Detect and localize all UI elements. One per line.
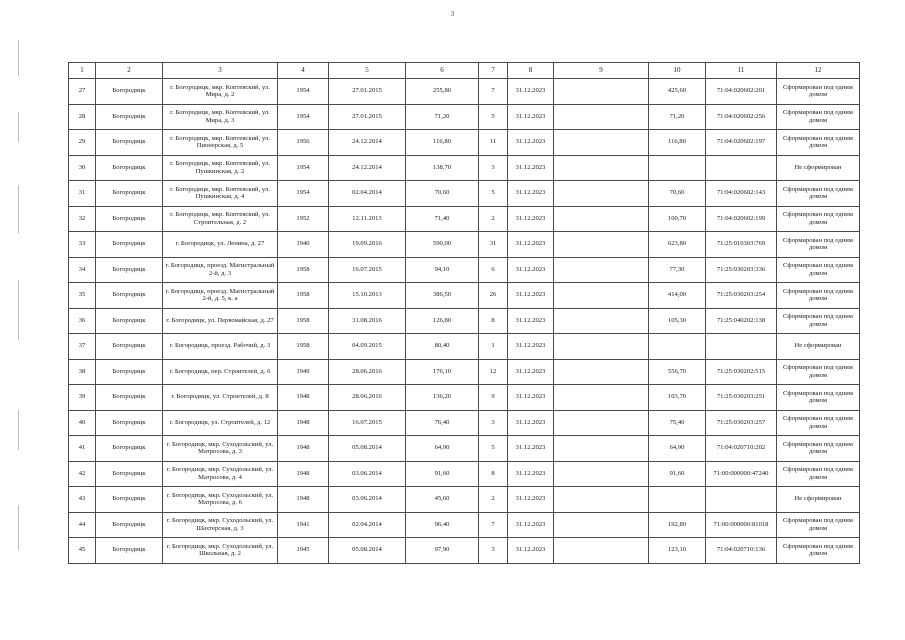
- table-cell: 1952: [278, 206, 329, 232]
- table-cell: Богородицк: [96, 104, 163, 130]
- table-cell: 31.12.2023: [508, 206, 554, 232]
- table-cell: 192,80: [649, 512, 706, 538]
- table-cell: 71:04:020710:136: [706, 538, 777, 564]
- margin-mark: [18, 185, 19, 233]
- table-cell: 31.12.2023: [508, 538, 554, 564]
- table-cell: 94,10: [406, 257, 479, 283]
- table-cell: г. Богородицк, мкр. Суходольский, ул. Матросова, д. 6: [163, 487, 278, 513]
- table-cell: 44: [69, 512, 96, 538]
- table-cell: Сформирован под одним домом: [777, 461, 860, 487]
- table-row: [69, 512, 860, 538]
- table-cell: 123,10: [649, 538, 706, 564]
- table-cell: Сформирован под одним домом: [777, 385, 860, 411]
- table-cell: Богородицк: [96, 359, 163, 385]
- table-cell: г. Богородицк, проезд. Магистральный 2-й, д. 5, к. а: [163, 283, 278, 309]
- table-cell: 28.06.2016: [329, 385, 406, 411]
- table-cell: 36: [69, 308, 96, 334]
- table-cell: 31.12.2023: [508, 308, 554, 334]
- table-cell: [554, 181, 649, 207]
- table-cell: [554, 283, 649, 309]
- table-cell: г. Богородицк, ул. Первомайская, д. 27: [163, 308, 278, 334]
- table-cell: [649, 487, 706, 513]
- table-cell: 31.12.2023: [508, 155, 554, 181]
- table-cell: Богородицк: [96, 410, 163, 436]
- table-cell: 43: [69, 487, 96, 513]
- table-cell: 05.08.2014: [329, 538, 406, 564]
- table-cell: г. Богородицк, мкр. Суходольский, ул. Шахтерская, д. 3: [163, 512, 278, 538]
- registry-table: [68, 62, 860, 564]
- table-cell: 1940: [278, 232, 329, 258]
- table-cell: 31.12.2023: [508, 283, 554, 309]
- table-cell: 31.12.2023: [508, 130, 554, 156]
- table-cell: 1958: [278, 283, 329, 309]
- table-cell: 24.12.2014: [329, 130, 406, 156]
- header-cell: 7: [479, 63, 508, 79]
- table-cell: 136,20: [406, 385, 479, 411]
- table-cell: Богородицк: [96, 130, 163, 156]
- table-cell: 31.12.2023: [508, 334, 554, 360]
- table-row: [69, 155, 860, 181]
- table-cell: 31.12.2023: [508, 385, 554, 411]
- table-cell: [706, 334, 777, 360]
- table-cell: 97,90: [406, 538, 479, 564]
- header-cell: 1: [69, 63, 96, 79]
- table-cell: 31.12.2023: [508, 410, 554, 436]
- table-cell: [554, 155, 649, 181]
- table-cell: 623,80: [649, 232, 706, 258]
- margin-mark: [18, 112, 19, 142]
- table-cell: 33: [69, 232, 96, 258]
- table-cell: 19.09.2016: [329, 232, 406, 258]
- table-cell: 41: [69, 436, 96, 462]
- table-cell: 32: [69, 206, 96, 232]
- table-cell: [706, 155, 777, 181]
- table-cell: 5: [479, 104, 508, 130]
- table-header: [69, 63, 860, 79]
- table-cell: Сформирован под одним домом: [777, 283, 860, 309]
- table-cell: 7: [479, 79, 508, 105]
- header-cell: 3: [163, 63, 278, 79]
- table-cell: 35: [69, 283, 96, 309]
- table-cell: 71,20: [406, 104, 479, 130]
- table-cell: 71:25:030203:251: [706, 385, 777, 411]
- table-cell: г. Богородицк, проезд. Магистральный 2-й, д. 3: [163, 257, 278, 283]
- table-cell: Сформирован под одним домом: [777, 232, 860, 258]
- table-cell: 1958: [278, 334, 329, 360]
- table-cell: 71:04:020602:197: [706, 130, 777, 156]
- table-cell: 31.12.2023: [508, 232, 554, 258]
- table-cell: Сформирован под одним домом: [777, 436, 860, 462]
- table-row: [69, 308, 860, 334]
- table-cell: 31.12.2023: [508, 79, 554, 105]
- table-cell: г. Богородицк, ул. Ленина, д. 27: [163, 232, 278, 258]
- table-cell: 1948: [278, 436, 329, 462]
- table-cell: 425,60: [649, 79, 706, 105]
- table-cell: Богородицк: [96, 79, 163, 105]
- table-cell: 414,00: [649, 283, 706, 309]
- table-cell: Не сформирован: [777, 487, 860, 513]
- table-cell: 71:04:020602:199: [706, 206, 777, 232]
- table-cell: 556,70: [649, 359, 706, 385]
- table-cell: 12: [479, 359, 508, 385]
- table-cell: 8: [479, 308, 508, 334]
- table-cell: 6: [479, 257, 508, 283]
- table-row: [69, 79, 860, 105]
- table-cell: 31.12.2023: [508, 181, 554, 207]
- table-cell: г. Богородицк, мкр. Коптевский, ул. Пушкинская, д. 2: [163, 155, 278, 181]
- table-cell: 31.12.2023: [508, 257, 554, 283]
- table-cell: [554, 232, 649, 258]
- table-cell: г. Богородицк, ул. Строителей, д. 8: [163, 385, 278, 411]
- table-cell: Богородицк: [96, 257, 163, 283]
- table-cell: 71:25:010303:769: [706, 232, 777, 258]
- table-cell: 1948: [278, 461, 329, 487]
- table-cell: 45,60: [406, 487, 479, 513]
- table-cell: [554, 308, 649, 334]
- table-cell: 3: [479, 538, 508, 564]
- margin-mark: [18, 280, 19, 340]
- table-cell: 11: [479, 130, 508, 156]
- table-cell: 03.06.2014: [329, 487, 406, 513]
- table-cell: г. Богородицк, мкр. Коптевский, ул. Строительная, д. 2: [163, 206, 278, 232]
- table-cell: Сформирован под одним домом: [777, 308, 860, 334]
- table-cell: 64,90: [649, 436, 706, 462]
- table-cell: 70,60: [649, 181, 706, 207]
- table-cell: 71:25:030202:515: [706, 359, 777, 385]
- table-cell: 45: [69, 538, 96, 564]
- table-cell: Богородицк: [96, 334, 163, 360]
- table-cell: г. Богородицк, пер. Строителей, д. 6: [163, 359, 278, 385]
- table-cell: 37: [69, 334, 96, 360]
- table-cell: Богородицк: [96, 206, 163, 232]
- table-row: [69, 232, 860, 258]
- header-row: [69, 63, 860, 79]
- table-cell: Сформирован под одним домом: [777, 538, 860, 564]
- table-cell: 103,70: [649, 385, 706, 411]
- table-cell: 116,80: [406, 130, 479, 156]
- table-cell: 3: [479, 155, 508, 181]
- table-cell: 71:04:020602:256: [706, 104, 777, 130]
- table-cell: 91,60: [649, 461, 706, 487]
- table-cell: 76,40: [406, 410, 479, 436]
- table-row: [69, 283, 860, 309]
- table-cell: 100,70: [649, 206, 706, 232]
- table-row: [69, 257, 860, 283]
- table-cell: [554, 512, 649, 538]
- margin-mark: [18, 505, 19, 550]
- page-number: 3: [450, 10, 455, 18]
- table-cell: [649, 334, 706, 360]
- table-cell: Богородицк: [96, 512, 163, 538]
- table-cell: 1949: [278, 359, 329, 385]
- table-cell: г. Богородицк, мкр. Коптевский, ул. Пушкинская, д. 4: [163, 181, 278, 207]
- table-cell: Сформирован под одним домом: [777, 257, 860, 283]
- table-cell: 31.12.2023: [508, 104, 554, 130]
- table-cell: Богородицк: [96, 487, 163, 513]
- header-cell: 9: [554, 63, 649, 79]
- table-cell: Не сформирован: [777, 334, 860, 360]
- table-cell: г. Богородицк, мкр. Коптевский, ул. Пионерская, д. 5: [163, 130, 278, 156]
- table-row: [69, 487, 860, 513]
- table-row: [69, 538, 860, 564]
- table-cell: 39: [69, 385, 96, 411]
- table-cell: [554, 385, 649, 411]
- table-cell: 71:00:000000:81018: [706, 512, 777, 538]
- header-cell: 8: [508, 63, 554, 79]
- table-cell: 176,10: [406, 359, 479, 385]
- table-cell: 2: [479, 487, 508, 513]
- table-row: [69, 206, 860, 232]
- table-cell: [554, 538, 649, 564]
- table-cell: Сформирован под одним домом: [777, 104, 860, 130]
- table-cell: [554, 461, 649, 487]
- table-row: [69, 410, 860, 436]
- table-row: [69, 385, 860, 411]
- table-cell: [706, 487, 777, 513]
- table-cell: 1954: [278, 79, 329, 105]
- table-cell: 38: [69, 359, 96, 385]
- table-cell: 75,40: [649, 410, 706, 436]
- table-cell: 31.12.2023: [508, 461, 554, 487]
- table-cell: 1941: [278, 512, 329, 538]
- table-cell: 71:00:000000:47240: [706, 461, 777, 487]
- table-cell: 1948: [278, 385, 329, 411]
- table-cell: 27.01.2015: [329, 104, 406, 130]
- table-cell: Богородицк: [96, 155, 163, 181]
- table-cell: 71,40: [406, 206, 479, 232]
- table-cell: 116,80: [649, 130, 706, 156]
- table-cell: Сформирован под одним домом: [777, 512, 860, 538]
- table-cell: 28: [69, 104, 96, 130]
- table-cell: 105,30: [649, 308, 706, 334]
- table-cell: 2: [479, 206, 508, 232]
- table-cell: 1958: [278, 257, 329, 283]
- table-cell: 42: [69, 461, 96, 487]
- table-cell: 1954: [278, 104, 329, 130]
- table-cell: г. Богородицк, мкр. Коптевский, ул. Мира, д. 3: [163, 104, 278, 130]
- table-cell: 71,20: [649, 104, 706, 130]
- table-cell: 7: [479, 512, 508, 538]
- table-cell: [554, 487, 649, 513]
- table-cell: 71:25:030203:257: [706, 410, 777, 436]
- table-cell: 71:04:020710:202: [706, 436, 777, 462]
- table-cell: 70,60: [406, 181, 479, 207]
- table-cell: 27: [69, 79, 96, 105]
- table-row: [69, 436, 860, 462]
- table-cell: 31.08.2016: [329, 308, 406, 334]
- table-cell: 02.04.2014: [329, 181, 406, 207]
- table-cell: Богородицк: [96, 436, 163, 462]
- header-cell: 12: [777, 63, 860, 79]
- table-cell: 1958: [278, 308, 329, 334]
- table-cell: 04.09.2015: [329, 334, 406, 360]
- table-row: [69, 359, 860, 385]
- table-cell: г. Богородицк, мкр. Коптевский, ул. Мира, д. 2: [163, 79, 278, 105]
- table-cell: 16.07.2015: [329, 257, 406, 283]
- margin-mark: [18, 410, 19, 450]
- table-cell: [554, 104, 649, 130]
- table-cell: 71:25:030203:254: [706, 283, 777, 309]
- table-cell: 24.12.2014: [329, 155, 406, 181]
- table-cell: Сформирован под одним домом: [777, 79, 860, 105]
- table-cell: [649, 155, 706, 181]
- table-cell: Сформирован под одним домом: [777, 181, 860, 207]
- table-cell: 30: [69, 155, 96, 181]
- table-cell: 80,40: [406, 334, 479, 360]
- table-cell: Сформирован под одним домом: [777, 359, 860, 385]
- table-cell: Богородицк: [96, 283, 163, 309]
- header-cell: 11: [706, 63, 777, 79]
- table-cell: Богородицк: [96, 538, 163, 564]
- table-cell: 1948: [278, 487, 329, 513]
- margin-mark: [18, 40, 19, 76]
- table-cell: 9: [479, 385, 508, 411]
- table-cell: Богородицк: [96, 181, 163, 207]
- table-cell: 02.04.2014: [329, 512, 406, 538]
- table-cell: 05.08.2014: [329, 436, 406, 462]
- table-cell: 31: [69, 181, 96, 207]
- table-cell: 91,60: [406, 461, 479, 487]
- header-cell: 5: [329, 63, 406, 79]
- table-cell: 31: [479, 232, 508, 258]
- table-cell: 12.11.2013: [329, 206, 406, 232]
- table-cell: [554, 257, 649, 283]
- table-cell: 03.06.2014: [329, 461, 406, 487]
- table-cell: [554, 359, 649, 385]
- table-cell: 96,40: [406, 512, 479, 538]
- table-cell: 16.07.2015: [329, 410, 406, 436]
- table-cell: Сформирован под одним домом: [777, 130, 860, 156]
- table-cell: 255,80: [406, 79, 479, 105]
- header-cell: 2: [96, 63, 163, 79]
- table-cell: 126,80: [406, 308, 479, 334]
- table-cell: г. Богородицк, мкр. Суходольский, ул. Матросова, д. 3: [163, 436, 278, 462]
- table-row: [69, 461, 860, 487]
- table-cell: 71:25:040202:138: [706, 308, 777, 334]
- table-cell: 590,00: [406, 232, 479, 258]
- table-cell: 5: [479, 181, 508, 207]
- table-cell: 15.10.2013: [329, 283, 406, 309]
- table-row: [69, 181, 860, 207]
- header-cell: 10: [649, 63, 706, 79]
- table-cell: Богородицк: [96, 308, 163, 334]
- table-cell: 31.12.2023: [508, 436, 554, 462]
- table-row: [69, 104, 860, 130]
- table-cell: 1956: [278, 130, 329, 156]
- table-cell: 1954: [278, 155, 329, 181]
- table-cell: [554, 436, 649, 462]
- table-cell: 71:04:020602:143: [706, 181, 777, 207]
- table-cell: [554, 410, 649, 436]
- table-row: [69, 334, 860, 360]
- table-cell: 64,90: [406, 436, 479, 462]
- table-cell: 5: [479, 436, 508, 462]
- table-cell: [554, 79, 649, 105]
- table-cell: 27.01.2015: [329, 79, 406, 105]
- table-cell: 1948: [278, 410, 329, 436]
- table-cell: г. Богородицк, ул. Строителей, д. 12: [163, 410, 278, 436]
- table-cell: 386,50: [406, 283, 479, 309]
- table-cell: Сформирован под одним домом: [777, 410, 860, 436]
- table-cell: г. Богородицк, мкр. Суходольский, ул. Матросова, д. 4: [163, 461, 278, 487]
- table-cell: 40: [69, 410, 96, 436]
- table-cell: 3: [479, 410, 508, 436]
- table-cell: Не сформирован: [777, 155, 860, 181]
- table-cell: Богородицк: [96, 385, 163, 411]
- table-cell: 1: [479, 334, 508, 360]
- table-cell: 8: [479, 461, 508, 487]
- table-cell: 71:25:030203:336: [706, 257, 777, 283]
- table-cell: [554, 206, 649, 232]
- table-cell: 138,70: [406, 155, 479, 181]
- table-cell: г. Богородицк, мкр. Суходольский, ул. Школьная, д. 2: [163, 538, 278, 564]
- table-cell: [554, 334, 649, 360]
- table-cell: [554, 130, 649, 156]
- table-cell: 1945: [278, 538, 329, 564]
- table-cell: 31.12.2023: [508, 487, 554, 513]
- table-body: [69, 79, 860, 564]
- table-cell: 28.06.2016: [329, 359, 406, 385]
- table-cell: 31.12.2023: [508, 512, 554, 538]
- table-row: [69, 130, 860, 156]
- table-cell: Богородицк: [96, 461, 163, 487]
- table-cell: 31.12.2023: [508, 359, 554, 385]
- table-cell: 77,30: [649, 257, 706, 283]
- table-cell: 34: [69, 257, 96, 283]
- header-cell: 6: [406, 63, 479, 79]
- table-cell: Богородицк: [96, 232, 163, 258]
- table-cell: 26: [479, 283, 508, 309]
- table-cell: 29: [69, 130, 96, 156]
- header-cell: 4: [278, 63, 329, 79]
- table-cell: 71:04:020602:201: [706, 79, 777, 105]
- table-cell: Сформирован под одним домом: [777, 206, 860, 232]
- table-cell: г. Богородицк, проезд. Рабочий, д. 3: [163, 334, 278, 360]
- table-cell: 1954: [278, 181, 329, 207]
